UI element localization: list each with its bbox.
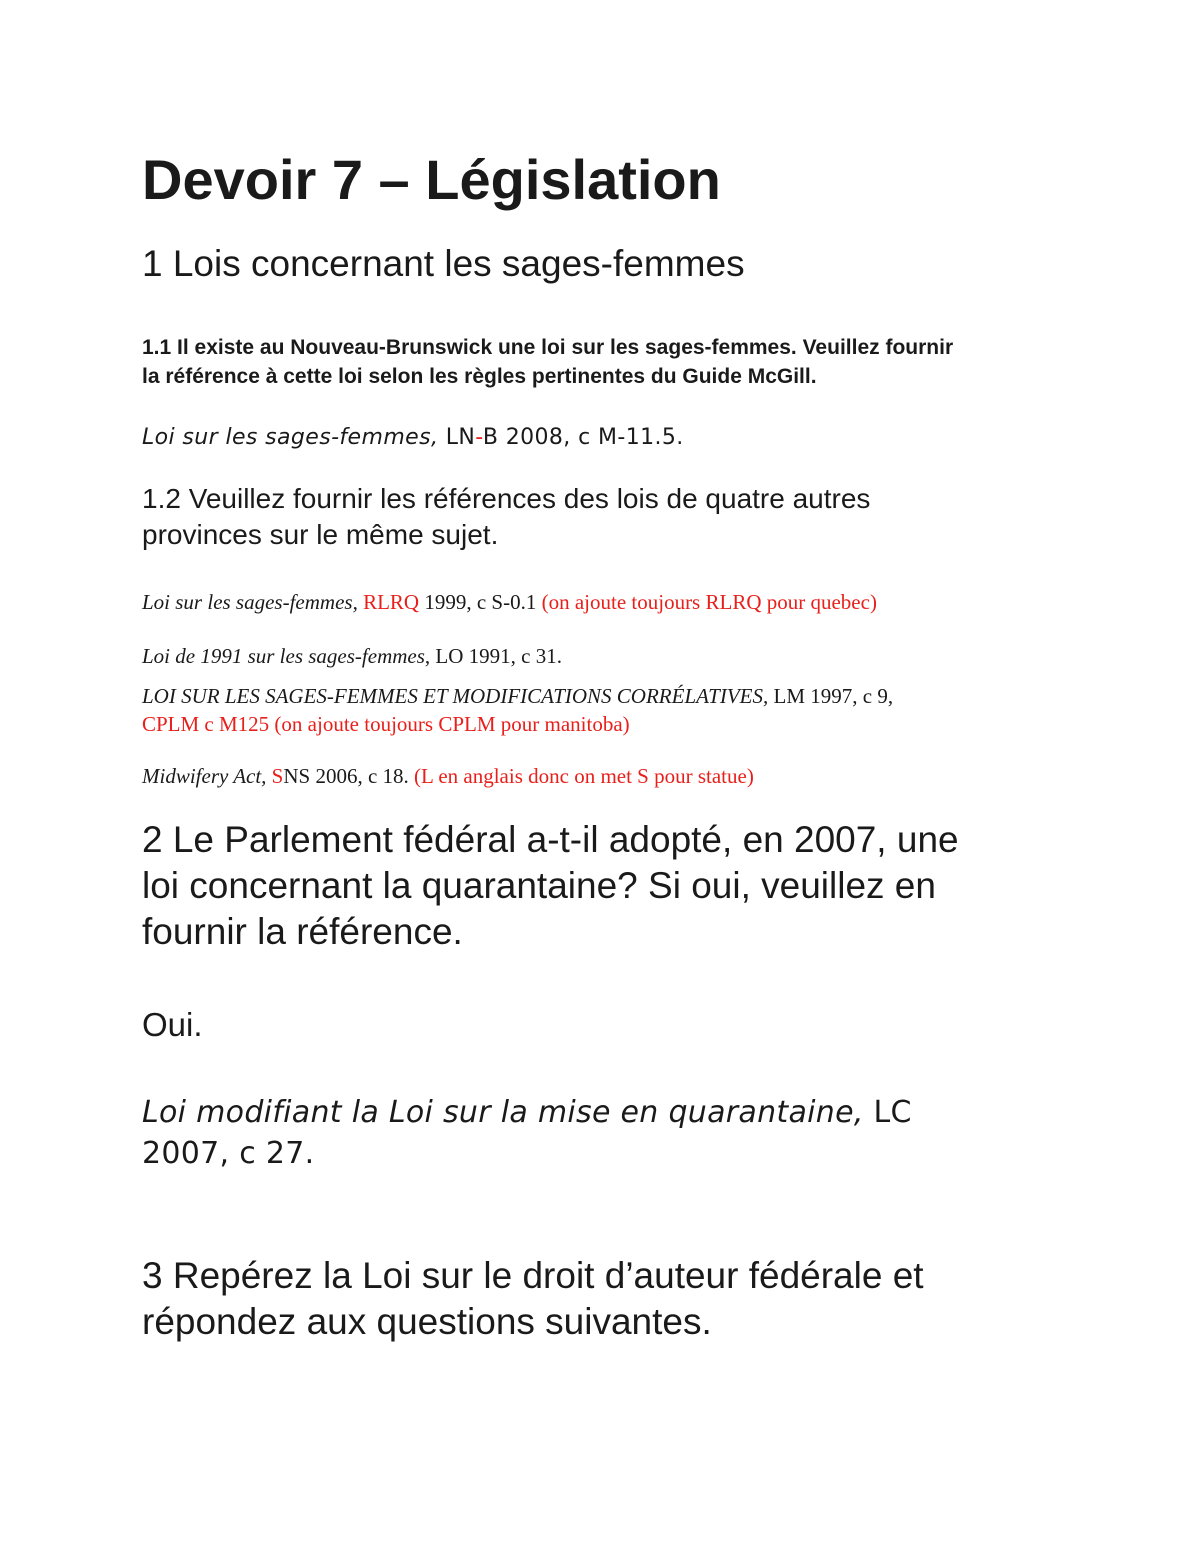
reference-ontario	[142, 642, 562, 670]
reference-manitoba-title: LOI SUR LES SAGES-FEMMES ET MODIFICATIONS CORRÉLATIVES,	[142, 684, 769, 708]
question-1-1-line-2: la référence à cette loi selon les règles pertinentes du Guide McGill.	[142, 365, 817, 388]
reference-ontario-rest: , LO 1991, c 31.	[424, 644, 562, 668]
reference-nova-scotia-letter: S	[266, 764, 284, 788]
reference-quebec-title: Loi sur les sages-femmes,	[142, 590, 358, 614]
question-1-2-line-1: 1.2 Veuillez fournir les références des lois de quatre autres	[142, 483, 871, 514]
reference-quebec-note: (on ajoute toujours RLRQ pour quebec)	[536, 590, 877, 614]
section-2-question	[142, 817, 959, 955]
answer-1-1	[142, 423, 684, 453]
section-2-answer: Oui.	[142, 1006, 203, 1043]
question-1-1-line-1: 1.1 Il existe au Nouveau-Brunswick une loi sur les sages-femmes. Veuillez fournir	[142, 336, 954, 359]
section-2-reference-line-2: 2007, c 27.	[142, 1136, 315, 1171]
answer-1-1-hyphen: -	[475, 425, 483, 450]
question-1-2-line-2: provinces sur le même sujet.	[142, 519, 499, 550]
section-3-line-1: 3 Repérez la Loi sur le droit d’auteur fédérale et	[142, 1255, 924, 1296]
question-1-2	[142, 481, 870, 553]
question-1-1	[142, 333, 953, 391]
answer-1-1-part-1: LN	[438, 425, 476, 450]
reference-nova-scotia	[142, 762, 754, 790]
reference-ontario-title: Loi de 1991 sur les sages-femmes	[142, 644, 425, 668]
section-1-heading: 1 Lois concernant les sages-femmes	[142, 243, 745, 284]
reference-nova-scotia-note: (L en anglais donc on met S pour statue)	[408, 764, 754, 788]
reference-manitoba-line-1	[142, 682, 893, 710]
section-2-reference-title: Loi modifiant la Loi sur la mise en quarantaine,	[142, 1095, 864, 1130]
reference-quebec	[142, 588, 877, 616]
reference-nova-scotia-rest: NS 2006, c 18.	[283, 764, 409, 788]
section-2-line-3: fournir la référence.	[142, 911, 463, 952]
reference-manitoba-rest: LM 1997, c 9,	[768, 684, 894, 708]
page-title: Devoir 7 – Législation	[142, 148, 721, 211]
section-2-line-2: loi concernant la quarantaine? Si oui, veuillez en	[142, 865, 936, 906]
reference-manitoba	[142, 682, 893, 738]
answer-1-1-title: Loi sur les sages-femmes,	[142, 425, 439, 450]
reference-manitoba-note: CPLM c M125 (on ajoute toujours CPLM pour manitoba)	[142, 712, 630, 736]
section-2-reference	[142, 1092, 912, 1174]
reference-nova-scotia-title: Midwifery Act,	[142, 764, 267, 788]
section-2-line-1: 2 Le Parlement fédéral a-t-il adopté, en 2007, une	[142, 819, 959, 860]
section-3-line-2: répondez aux questions suivantes.	[142, 1301, 712, 1342]
answer-1-1-part-3: B 2008, c M-11.5.	[482, 425, 684, 450]
reference-quebec-tag: RLRQ	[357, 590, 420, 614]
section-2-reference-line-1	[142, 1092, 912, 1133]
section-3-question	[142, 1253, 924, 1345]
reference-quebec-rest: 1999, c S-0.1	[419, 590, 537, 614]
section-2-reference-rest-1: LC	[863, 1095, 912, 1130]
